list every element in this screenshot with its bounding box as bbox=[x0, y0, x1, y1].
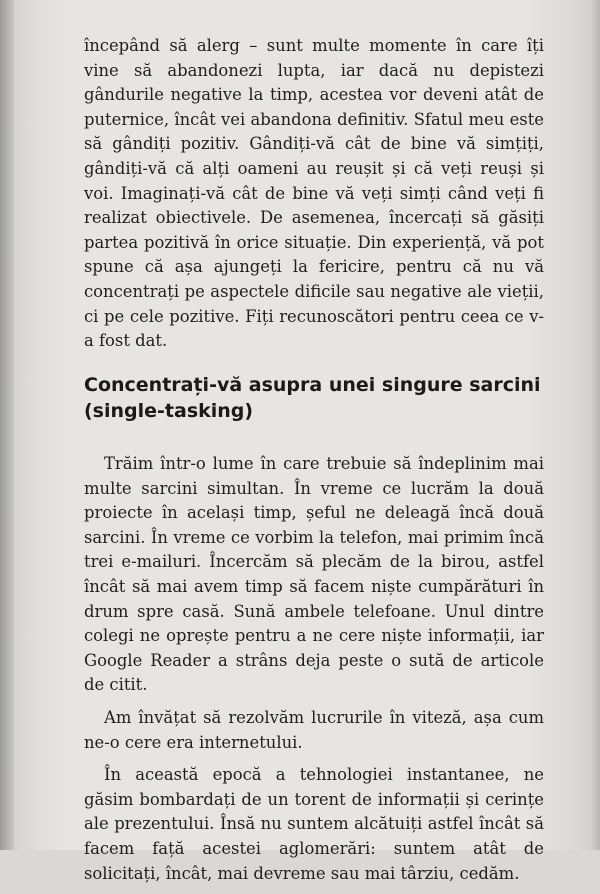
section-body bbox=[84, 452, 544, 894]
page-shadow-left bbox=[0, 0, 14, 850]
section-paragraph: Am învățat să rezolvăm lucrurile în viteză, așa cum ne-o cere era internetului. bbox=[84, 707, 544, 752]
section-paragraph: În această epocă a tehnologiei instantanee, ne găsim bombardați de un torent de informații și cerințe ale prezentului. Însă nu suntem alcătuiți astfel încât să facem față acestei aglomerări: suntem atât de solicitați, încât, mai devreme sau mai târziu, cedăm. bbox=[84, 765, 544, 883]
intro-paragraph: începând să alerg – sunt multe momente în care îți vine să abandonezi lupta, iar dacă nu depistezi gândurile negative la timp, acestea vor deveni atât de puternice, încât vei abandona definitiv. Sfatul meu este să gândiți pozitiv. Gândiți-vă cât de bine vă simțiți, gândiți-vă că alți oameni au reușit și că veți reuși și voi. Imaginați-vă cât de bine vă veți simți când veți fi realizat obiectivele. De asemenea, încercați să găsiți partea pozitivă în orice situație. Din experiență, vă pot spune că așa ajungeți la fericire, pentru că nu vă concentrați pe aspectele dificile sau negative ale vieții, ci pe cele pozitive. Fiți recunoscători pentru ceea ce v-a fost dat. bbox=[84, 36, 544, 351]
section-heading: Concentrați-vă asupra unei singure sarcini (single-tasking) bbox=[84, 374, 541, 422]
section-paragraph: Trăim într-o lume în care trebuie să îndeplinim mai multe sarcini simultan. În vreme ce lucrăm la două proiecte în același timp, șeful ne deleagă încă două sarcini. În vreme ce vorbim la telefon, mai primim încă trei e-mailuri. Încercăm să plecăm de la birou, astfel încât să mai avem timp să facem niște cumpărături în drum spre casă. Sună ambele telefoane. Unul dintre colegi ne oprește pentru a ne cere niște informații, iar Google Reader a strâns deja peste o sută de articole de citit. bbox=[84, 454, 544, 695]
page-shadow-right bbox=[590, 0, 600, 850]
